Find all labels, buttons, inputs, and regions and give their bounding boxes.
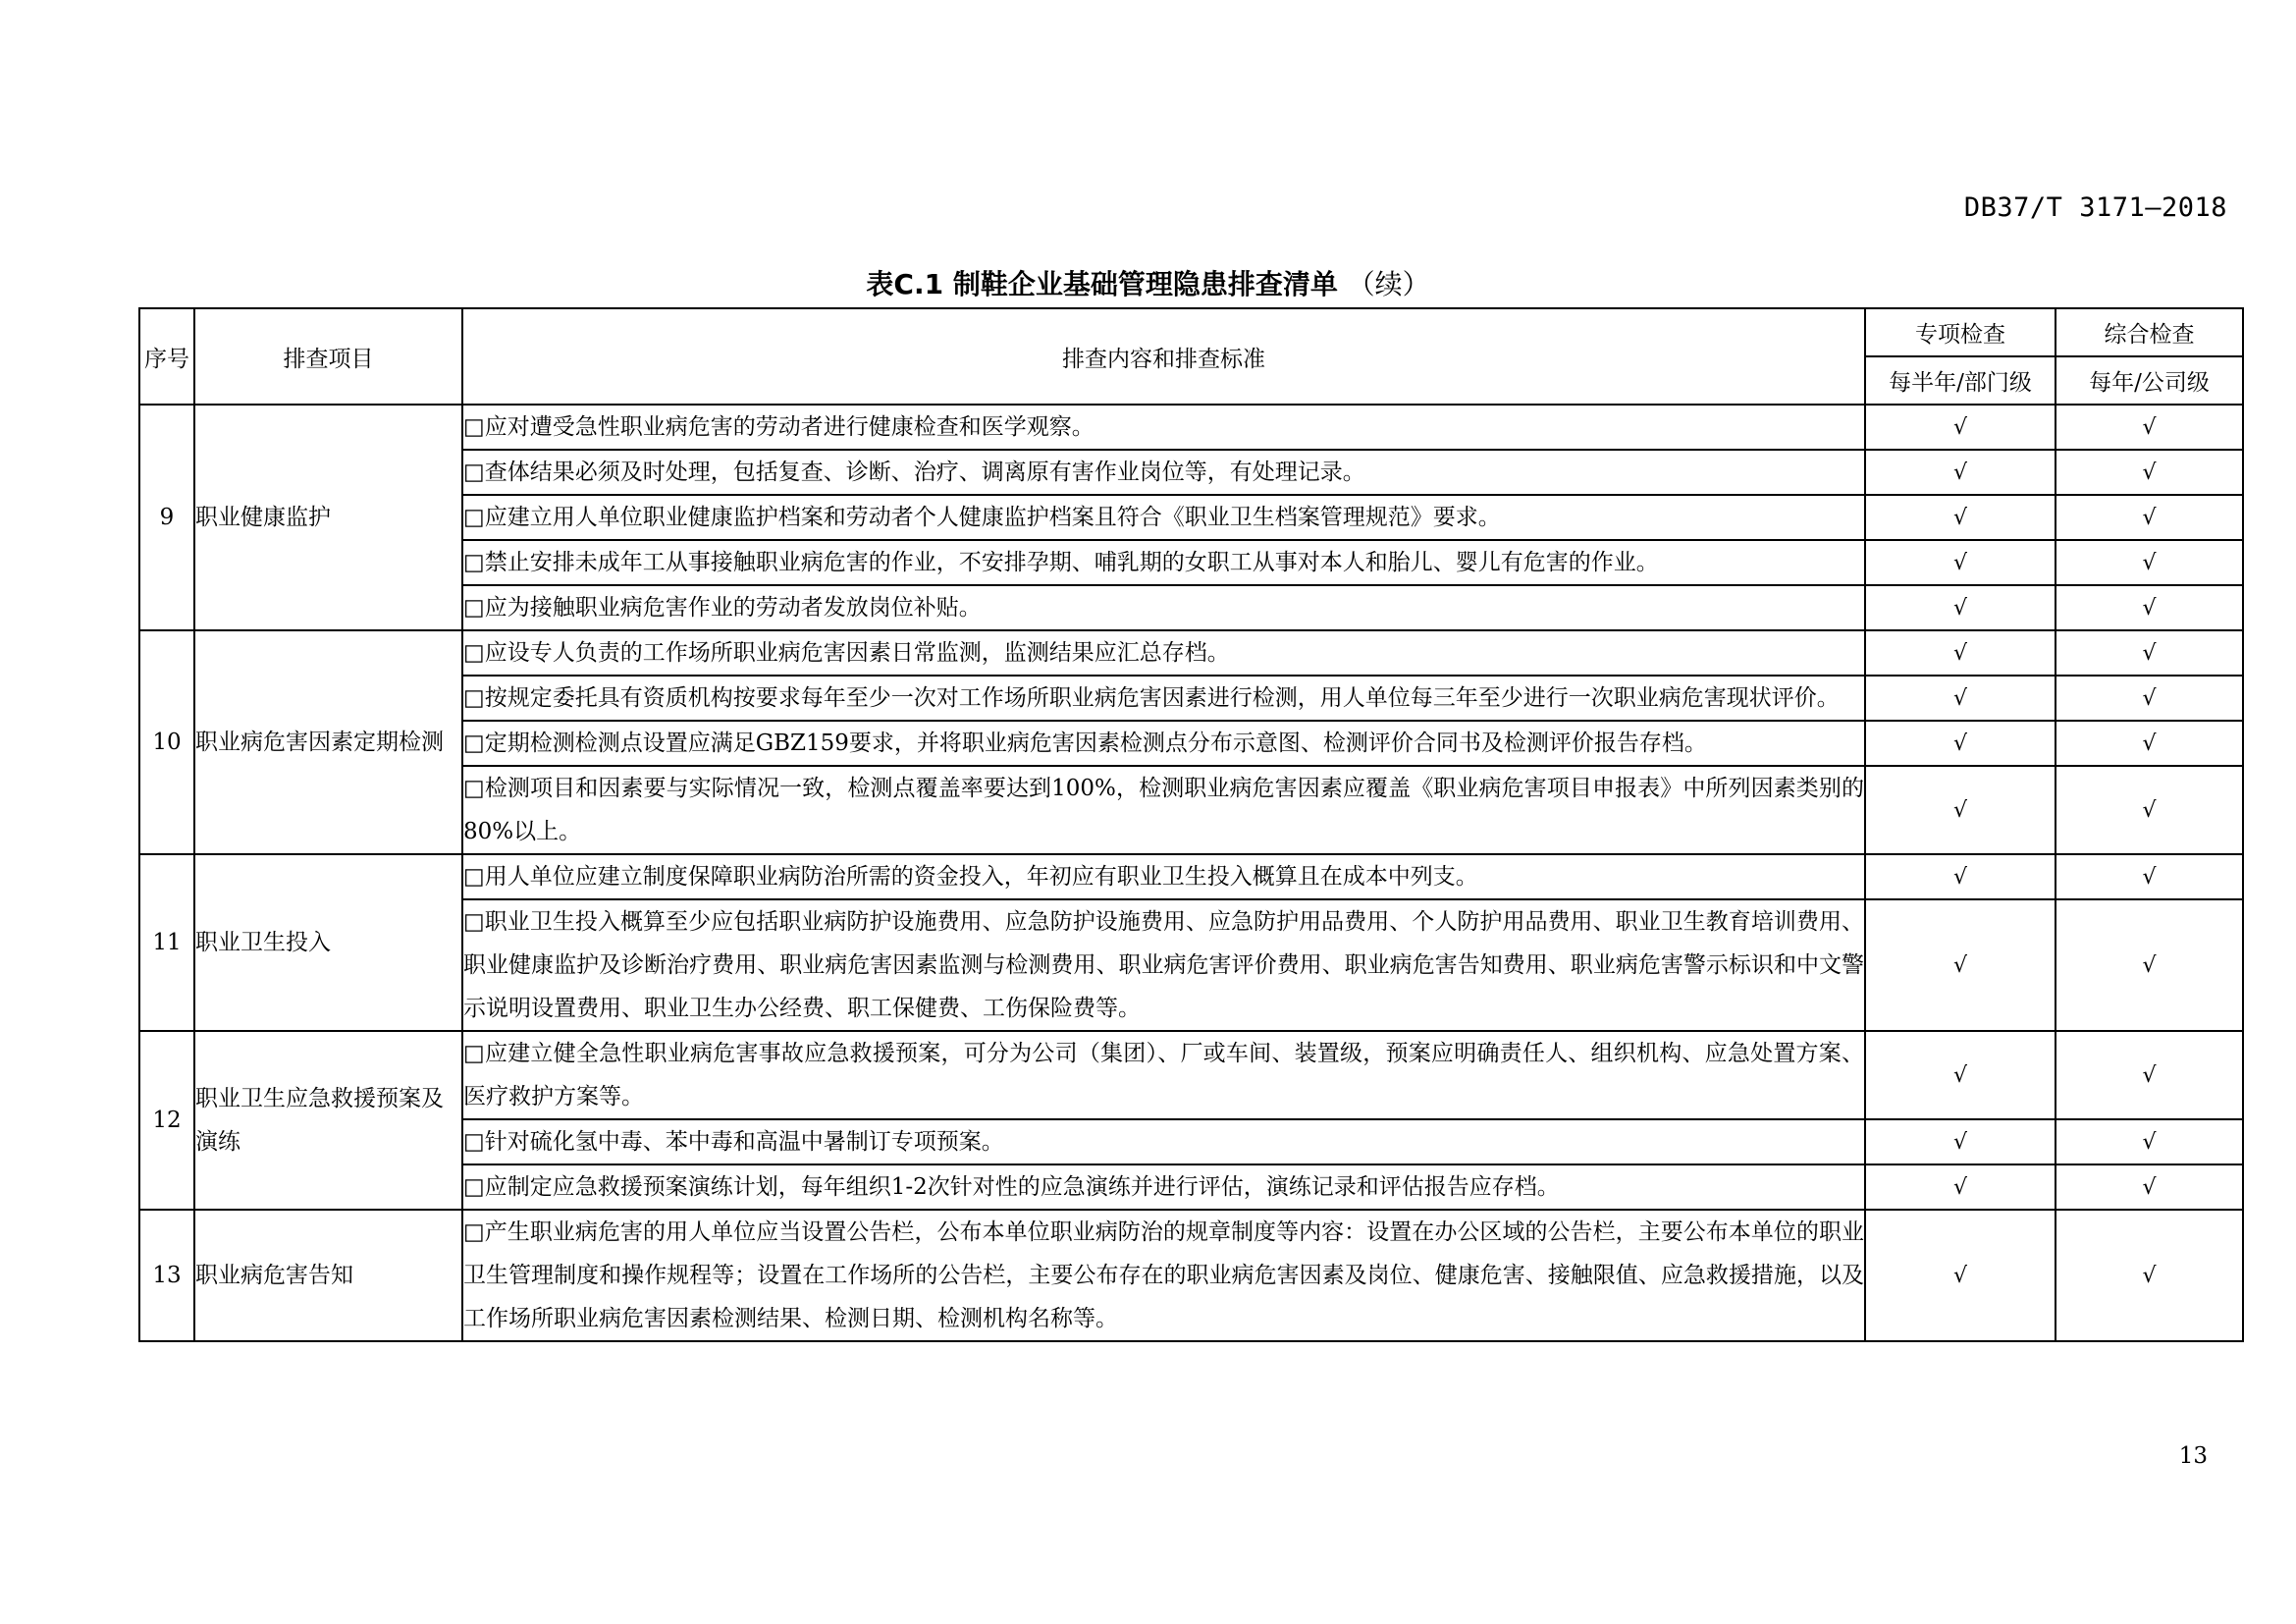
table-title-continued: （续） — [1347, 268, 1430, 300]
row-content: □针对硫化氢中毒、苯中毒和高温中暑制订专项预案。 — [462, 1119, 1865, 1164]
row-content: □按规定委托具有资质机构按要求每年至少一次对工作场所职业病危害因素进行检测，用人单位每三年至少进行一次职业病危害现状评价。 — [462, 676, 1865, 721]
table-row — [139, 1031, 2243, 1119]
special-check-mark: √ — [1865, 405, 2056, 450]
special-check-mark: √ — [1865, 676, 2056, 721]
special-check-mark: √ — [1865, 1210, 2056, 1341]
row-content: □应对遭受急性职业病危害的劳动者进行健康检查和医学观察。 — [462, 405, 1865, 450]
table-row — [139, 630, 2243, 676]
special-check-mark: √ — [1865, 495, 2056, 540]
special-check-mark: √ — [1865, 585, 2056, 630]
row-content: □应建立用人单位职业健康监护档案和劳动者个人健康监护档案且符合《职业卫生档案管理规范》要求。 — [462, 495, 1865, 540]
comprehensive-check-mark: √ — [2056, 766, 2243, 854]
table-title — [0, 263, 2296, 302]
comprehensive-check-mark: √ — [2056, 1210, 2243, 1341]
comprehensive-check-mark: √ — [2056, 1031, 2243, 1119]
special-check-mark: √ — [1865, 854, 2056, 899]
comprehensive-check-mark: √ — [2056, 540, 2243, 585]
row-content: □检测项目和因素要与实际情况一致，检测点覆盖率要达到100%，检测职业病危害因素应覆盖《职业病危害项目申报表》中所列因素类别的80%以上。 — [462, 766, 1865, 854]
row-content: □职业卫生投入概算至少应包括职业病防护设施费用、应急防护设施费用、应急防护用品费用、个人防护用品费用、职业卫生教育培训费用、职业健康监护及诊断治疗费用、职业病危害因素监测与检测费用、职业病危害评价费用、职业病危害告知费用、职业病危害警示标识和中文警示说明设置费用、职业卫生办公经费、职工保健费、工伤保险费等。 — [462, 899, 1865, 1031]
hazard-checklist-table — [138, 307, 2244, 1342]
row-content: □用人单位应建立制度保障职业病防治所需的资金投入，年初应有职业卫生投入概算且在成本中列支。 — [462, 854, 1865, 899]
row-content: □应建立健全急性职业病危害事故应急救援预案，可分为公司（集团）、厂或车间、装置级，预案应明确责任人、组织机构、应急处置方案、医疗救护方案等。 — [462, 1031, 1865, 1119]
special-check-mark: √ — [1865, 721, 2056, 766]
row-content: □定期检测检测点设置应满足GBZ159要求，并将职业病危害因素检测点分布示意图、检测评价合同书及检测评价报告存档。 — [462, 721, 1865, 766]
row-seq: 13 — [139, 1210, 194, 1341]
header-special-check: 专项检查 — [1865, 308, 2056, 356]
header-comprehensive-frequency: 每年/公司级 — [2056, 356, 2243, 405]
header-content: 排查内容和排查标准 — [462, 308, 1865, 405]
table-title-text: 表C.1 制鞋企业基础管理隐患排查清单 — [866, 268, 1338, 300]
row-content: □应制定应急救援预案演练计划，每年组织1-2次针对性的应急演练并进行评估，演练记录和评估报告应存档。 — [462, 1164, 1865, 1210]
special-check-mark: √ — [1865, 450, 2056, 495]
comprehensive-check-mark: √ — [2056, 630, 2243, 676]
comprehensive-check-mark: √ — [2056, 405, 2243, 450]
special-check-mark: √ — [1865, 1119, 2056, 1164]
header-comprehensive-check: 综合检查 — [2056, 308, 2243, 356]
row-content: □应为接触职业病危害作业的劳动者发放岗位补贴。 — [462, 585, 1865, 630]
special-check-mark: √ — [1865, 540, 2056, 585]
header-seq: 序号 — [139, 308, 194, 405]
table-row — [139, 1210, 2243, 1341]
row-item: 职业健康监护 — [194, 405, 462, 630]
comprehensive-check-mark: √ — [2056, 585, 2243, 630]
comprehensive-check-mark: √ — [2056, 854, 2243, 899]
special-check-mark: √ — [1865, 766, 2056, 854]
page-number: 13 — [2178, 1443, 2208, 1469]
row-seq: 12 — [139, 1031, 194, 1210]
row-item: 职业卫生投入 — [194, 854, 462, 1031]
special-check-mark: √ — [1865, 630, 2056, 676]
comprehensive-check-mark: √ — [2056, 899, 2243, 1031]
row-content: □查体结果必须及时处理，包括复查、诊断、治疗、调离原有害作业岗位等，有处理记录。 — [462, 450, 1865, 495]
document-code: DB37/T 3171—2018 — [1963, 192, 2227, 223]
comprehensive-check-mark: √ — [2056, 721, 2243, 766]
header-special-frequency: 每半年/部门级 — [1865, 356, 2056, 405]
header-item: 排查项目 — [194, 308, 462, 405]
row-content: □应设专人负责的工作场所职业病危害因素日常监测，监测结果应汇总存档。 — [462, 630, 1865, 676]
comprehensive-check-mark: √ — [2056, 450, 2243, 495]
comprehensive-check-mark: √ — [2056, 676, 2243, 721]
special-check-mark: √ — [1865, 1031, 2056, 1119]
comprehensive-check-mark: √ — [2056, 495, 2243, 540]
row-seq: 10 — [139, 630, 194, 854]
special-check-mark: √ — [1865, 899, 2056, 1031]
row-content: □产生职业病危害的用人单位应当设置公告栏，公布本单位职业病防治的规章制度等内容：设置在办公区域的公告栏，主要公布本单位的职业卫生管理制度和操作规程等；设置在工作场所的公告栏，主要公布存在的职业病危害因素及岗位、健康危害、接触限值、应急救援措施，以及工作场所职业病危害因素检测结果、检测日期、检测机构名称等。 — [462, 1210, 1865, 1341]
special-check-mark: √ — [1865, 1164, 2056, 1210]
row-item: 职业病危害告知 — [194, 1210, 462, 1341]
table-row — [139, 854, 2243, 899]
comprehensive-check-mark: √ — [2056, 1164, 2243, 1210]
row-item: 职业病危害因素定期检测 — [194, 630, 462, 854]
row-seq: 9 — [139, 405, 194, 630]
comprehensive-check-mark: √ — [2056, 1119, 2243, 1164]
row-content: □禁止安排未成年工从事接触职业病危害的作业，不安排孕期、哺乳期的女职工从事对本人和胎儿、婴儿有危害的作业。 — [462, 540, 1865, 585]
row-seq: 11 — [139, 854, 194, 1031]
table-row — [139, 405, 2243, 450]
row-item: 职业卫生应急救援预案及演练 — [194, 1031, 462, 1210]
